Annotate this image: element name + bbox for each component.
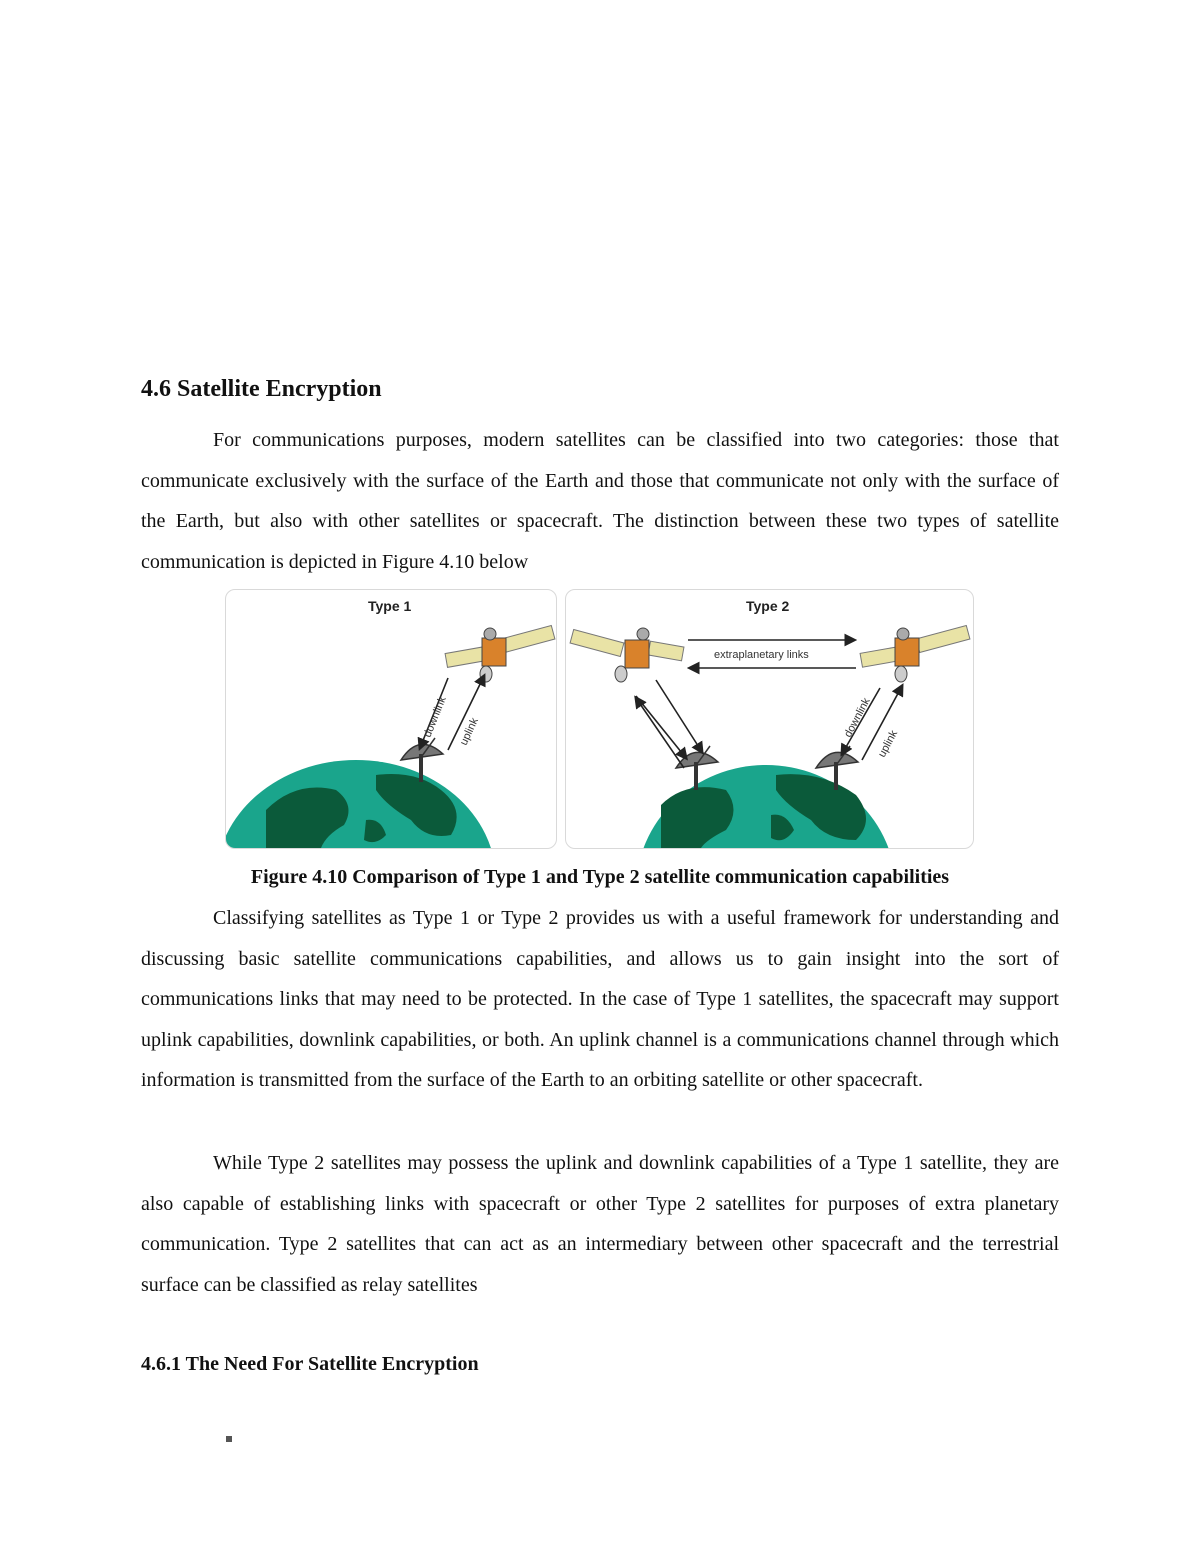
figure-caption: Figure 4.10 Comparison of Type 1 and Type 2 satellite communication capabilities <box>250 866 950 888</box>
figure-panel-type-2 <box>565 589 974 849</box>
figure-4-10 <box>225 589 975 851</box>
figure-panel-type-1 <box>225 589 557 849</box>
bullet-marker <box>226 1436 232 1442</box>
type-2-illustration <box>566 590 973 848</box>
subsection-heading: 4.6.1 The Need For Satellite Encryption <box>141 1353 479 1375</box>
satellite-icon <box>445 626 555 682</box>
panel-1-title: Type 1 <box>368 598 412 614</box>
earth-icon <box>636 765 896 848</box>
downlink-label: downlink <box>421 694 449 740</box>
intro-paragraph-text: For communications purposes, modern satellites can be classified into two categories: those that communicate exclusively with the surface of the Earth and those that communicate not only with the surface of the Earth, but also with other satellites or spacecraft. The distinction between these two types of satellite communication is depicted in Figure 4.10 below <box>141 429 1059 573</box>
type-1-illustration <box>226 590 556 848</box>
left-link-down-arrow <box>636 696 686 758</box>
satellite-icon <box>860 626 970 682</box>
uplink-label: uplink <box>457 716 481 748</box>
intro-paragraph <box>141 420 1059 582</box>
uplink-label: uplink <box>876 728 901 760</box>
type-2-paragraph <box>141 1143 1059 1305</box>
downlink-label: downlink <box>842 695 873 740</box>
classification-paragraph <box>141 898 1059 1101</box>
left-link-arrow <box>656 680 702 752</box>
earth-icon <box>226 760 496 848</box>
type-2-paragraph-text: While Type 2 satellites may possess the uplink and downlink capabilities of a Type 1 satellite, they are also capable of establishing links with spacecraft or other Type 2 satellites for purposes of extra planetary communication. Type 2 satellites that can act as an intermediary between other spacecraft and the terrestrial surface can be classified as relay satellites <box>141 1152 1059 1296</box>
panel-2-title: Type 2 <box>746 598 790 614</box>
left-link-up-arrow <box>636 698 684 768</box>
extraplanetary-label: extraplanetary links <box>714 649 809 661</box>
section-heading: 4.6 Satellite Encryption <box>141 376 382 402</box>
satellite-icon <box>570 628 684 682</box>
classification-paragraph-text: Classifying satellites as Type 1 or Type 2 provides us with a useful framework for understanding and discussing basic satellite communications capabilities, and allows us to gain insight into the sort of communications links that may need to be protected. In the case of Type 1 satellites, the spacecraft may support uplink capabilities, downlink capabilities, or both. An uplink channel is a communications channel through which information is transmitted from the surface of the Earth to an orbiting satellite or other spacecraft. <box>141 907 1059 1091</box>
